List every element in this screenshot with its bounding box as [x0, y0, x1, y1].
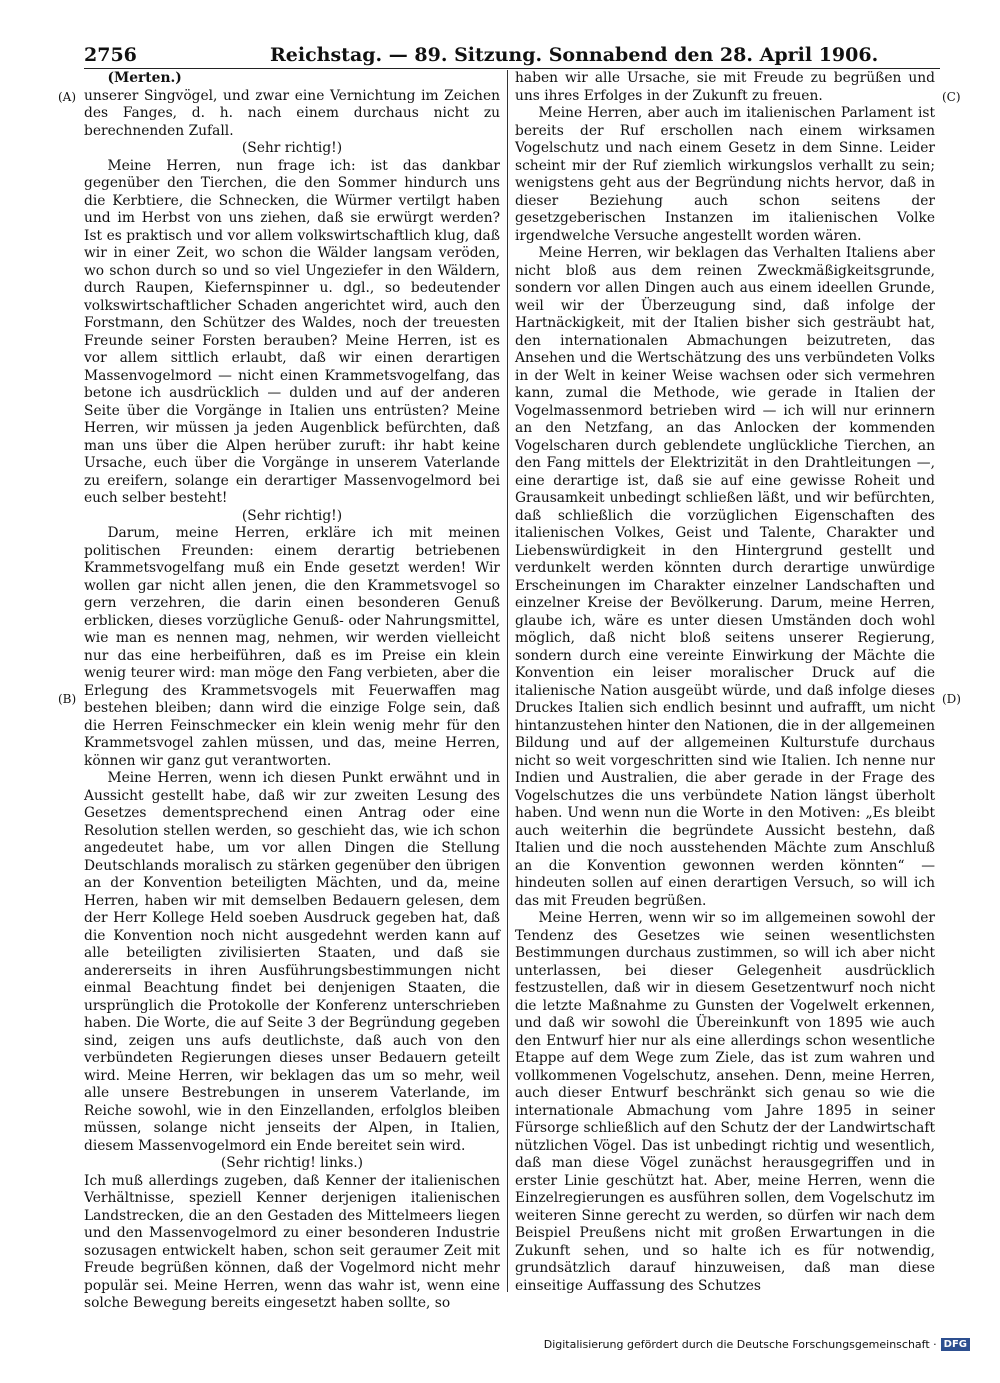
running-title: Reichstag. — 89. Sitzung. Sonnabend den 28. April 1906. — [270, 44, 879, 66]
margin-marker-d: (D) — [942, 692, 961, 706]
page-number: 2756 — [84, 44, 137, 66]
paragraph: Ich muß allerdings zugeben, daß Kenner der italienischen Verhältnisse, speziell Kenner derjenigen italienischen Landstrecken, die an den Gestaden des Mittelmeers liegen und den Massenvogelmord zu einer besonderen Industrie sozusagen entwickelt haben, schon seit geraumer Zeit mit Freude begrüßen können, daß der Vogelmord nicht mehr populär sei. Meine Herren, wenn das wahr ist, wenn eine solche Bewegung bereits eingesetzt haben sollte, so — [84, 1172, 500, 1311]
margin-marker-c: (C) — [942, 90, 961, 104]
interjection: (Sehr richtig! links.) — [220, 1155, 364, 1171]
column-divider — [507, 70, 508, 1292]
paragraph: Meine Herren, nun frage ich: ist das dankbar gegenüber den Tierchen, die den Sommer hindurch uns die Kerbtiere, die Schnecken, die Würmer vertilgt haben und im Herbst von uns ziehen, daß sie erwürgt werden? Ist es praktisch und vor allem volkswirtschaftlich klug, daß wir in einer Zeit, wo schon die Wälder langsam veröden, wo schon durch so und so viel Ungeziefer in den Wäldern, durch Raupen, Kiefernspinner u. dgl., so bedeutender volkswirtschaftlicher Schaden angerichtet wird, auch den Forstmann, den Schützer des Waldes, noch der treuesten Freunde seiner Forsten berauben? Meine Herren, ist es vor allem sittlich erlaubt, daß wir einen derartigen Massenvogelmord — nicht einen Krammetsvogelfang, das betone ich ausdrücklich — dulden und auf der anderen Seite über die Vorgänge in Italien uns entrüsten? Meine Herren, wir müssen ja jeden Augenblick befürchten, daß man uns über die Alpen herüber zuruft: ihr habt keine Ursache, euch über die Vorgänge in unserem Vaterlande zu ereifern, solange ein derartiger Massenvogelmord bei euch selber besteht! — [84, 157, 500, 506]
left-column — [84, 70, 500, 1313]
paragraph: Darum, meine Herren, erkläre ich mit meinen politischen Freunden: einem derartig betriebenen Krammetsvogelfang muß ein Ende gesetzt werden! Wir wollen gar nicht allen jenen, die den Krammetsvogel so gern verzehren, die darin einen besonderen Genuß erblicken, dieses vorzügliche Genuß- oder Nahrungsmittel, wie man es nennen mag, nehmen, wir werden vielleicht nur das eine herbeiführen, daß es im Preise ein klein wenig teurer wird: man möge den Fang verbieten, aber die Erlegung des Krammetsvogels mit Feuerwaffen mag bestehen bleiben; dann wird die einzige Folge sein, daß die Herren Feinschmecker ein klein wenig mehr für den Krammetsvogel zahlen müssen, und das, meine Herren, können wir ganz gut verantworten. — [84, 525, 500, 769]
interjection: (Sehr richtig!) — [241, 507, 343, 524]
paragraph: Meine Herren, aber auch im italienischen Parlament ist bereits der Ruf erschollen nach einem wirksamen Vogelschutz und nach einem Gesetz in dem Sinne. Leider scheint mir der Ruf ziemlich wirkungslos verhallt zu sein; wenigstens geht aus der Begründung nichts hervor, daß in dieser Beziehung auch schon seitens der gesetzgeberischen Instanzen im italienischen Volke irgendwelche Versuche angestellt worden wären. — [515, 105, 935, 244]
paragraph: Meine Herren, wir beklagen das Verhalten Italiens aber nicht bloß aus dem reinen Zweckmäßigkeitsgrunde, sondern vor allen Dingen auch aus einem ideellen Grunde, weil wir der Überzeugung sind, daß infolge der Hartnäckigkeit, mit der Italien bisher sich gesträubt hat, den internationalen Abmachungen beizutreten, das Ansehen und die Wertschätzung des uns verbündeten Volks in der Welt in keiner Weise wachsen oder sich vermehren kann, zumal die Methode, wie gerade in Italien der Vogelmassenmord betrieben wird — ich will nur erinnern an den Netzfang, an das Anlocken der kommenden Vogelscharen durch geblendete unglückliche Tierchen, an den Fang mittels der Elektrizität in den Drahtleitungen —, eine derartige ist, daß sie auf eine gewisse Roheit und Grausamkeit unbedingt schließen läßt, und wir befürchten, daß schließlich die vorzüglichen Eigenschaften des italienischen Volkes, Geist und Talente, Charakter und Liebenswürdigkeit in den Hintergrund gestellt und verdunkelt werden könnten durch derartige unwürdige Erscheinungen im Charakter einzelner Landschaften und einzelner Kreise der Bevölkerung. Darum, meine Herren, glaube ich, wäre es unter diesen Umständen doch wohl möglich, daß nicht bloß seitens unserer Regierung, sondern durch eine vereinte Einwirkung der Mächte die Konvention ein leiser moralischer Druck auf die italienische Nation ausgeübt würde, und daß infolge dieses Druckes Italien sich endlich besinnt und aufrafft, um nicht hintanzustehen hinter den Nationen, die in der allgemeinen Bildung und auf der allgemeinen Kulturstufe durchaus nicht so weit vorgeschritten sind wie Italien. Ich nenne nur Indien und Australien, die aber gerade in der Frage des Vogelschutzes die uns verbündete Nation längst überholt haben. Und wenn nun die Worte in den Motiven: „Es bleibt auch weiterhin die begründete Aussicht bestehn, daß Italien und die noch ausstehenden Mächte zum Anschluß an die Konvention gewonnen werden könnten“ — hindeuten sollen auf einen derartigen Versuch, so will ich das mit Freuden begrüßen. — [515, 245, 935, 909]
footer-credit — [544, 1338, 970, 1351]
right-column — [515, 70, 935, 1295]
footer-text: Digitalisierung gefördert durch die Deutsche Forschungsgemeinschaft · — [543, 1338, 937, 1351]
page-header — [84, 44, 940, 68]
header-rule — [84, 68, 940, 69]
paragraph: Meine Herren, wenn ich diesen Punkt erwähnt und in Aussicht gestellt habe, daß wir zur zweiten Lesung des Gesetzes dementsprechend einen Antrag oder eine Resolution stellen werden, so geschieht das, wie ich schon angedeutet habe, um vor allen Dingen die Stellung Deutschlands moralisch zu stärken gegenüber den übrigen an der Konvention beteiligten Mächten, und da, meine Herren, haben wir mit demselben Bedauern gelesen, dem der Herr Kollege Held soeben Ausdruck gegeben hat, daß die Konvention noch nicht ausgedehnt werden kann auf alle beteiligten zivilisierten Staaten, und daß sie andererseits in ihren Ausführungsbestimmungen nicht einmal Beachtung findet bei denjenigen Staaten, die ursprünglich die Protokolle der Konferenz unterschrieben haben. Die Worte, die auf Seite 3 der Begründung gegeben sind, zeigen uns aufs deutlichste, daß auch von den verbündeten Regierungen dieses unser Bedauern geteilt wird. Meine Herren, wir beklagen das um so mehr, weil alle unsere Bestrebungen in unserem Vaterlande, im Reiche sowohl, wie in den Einzellanden, erfolglos bleiben müssen, solange nicht jenseits der Alpen, in Italien, diesem Massenvogelmord ein Ende bereitet sein wird. — [84, 770, 500, 1154]
paragraph: haben wir alle Ursache, sie mit Freude zu begrüßen und uns ihres Erfolges in der Zukunft zu freuen. — [515, 70, 935, 104]
interjection: (Sehr richtig!) — [241, 140, 343, 156]
margin-marker-a: (A) — [58, 90, 77, 104]
dfg-logo: DFG — [941, 1338, 970, 1351]
paragraph: Meine Herren, wenn wir so im allgemeinen sowohl der Tendenz des Gesetzes wie seinen wesentlichsten Bestimmungen durchaus zustimmen, so will ich aber nicht unterlassen, bei dieser Gelegenheit ausdrücklich festzustellen, daß wir in diesem Gesetzentwurf noch nicht die letzte Maßnahme zu Gunsten der Vogelwelt erkennen, und daß wir sowohl die Übereinkunft von 1895 wie auch den Entwurf hier nur als eine allerdings schon wesentliche Etappe auf dem Wege zum Ziele, das ist zum wahren und vollkommenen Vogelschutz, ansehen. Denn, meine Herren, auch dieser Entwurf beschränkt sich genau so wie die internationale Abmachung vom Jahre 1895 in seiner Fürsorge schließlich auf den Schutz der der Landwirtschaft nützlichen Vögel. Das ist unbedingt richtig und wesentlich, daß man diese Vögel zunächst herausgegriffen und in erster Linie geschützt hat. Aber, meine Herren, wenn die Einzelregierungen es ausführen sollen, dem Vogelschutz im weiteren Sinne gerecht zu werden, so dürfen wir nach dem Beispiel Preußens nicht mit großen Erwartungen in die Zukunft sehen, und so halte ich es für notwendig, grundsätzlich darauf hinzuweisen, daß man diese einseitige Auffassung des Schutzes — [515, 910, 935, 1294]
margin-marker-b: (B) — [58, 692, 77, 706]
paragraph: unserer Singvögel, und zwar eine Vernichtung im Zeichen des Fanges, d. h. nach einem durchaus nicht zu berechnenden Zufall. — [84, 87, 500, 139]
speaker-name: (Merten.) — [107, 70, 182, 86]
